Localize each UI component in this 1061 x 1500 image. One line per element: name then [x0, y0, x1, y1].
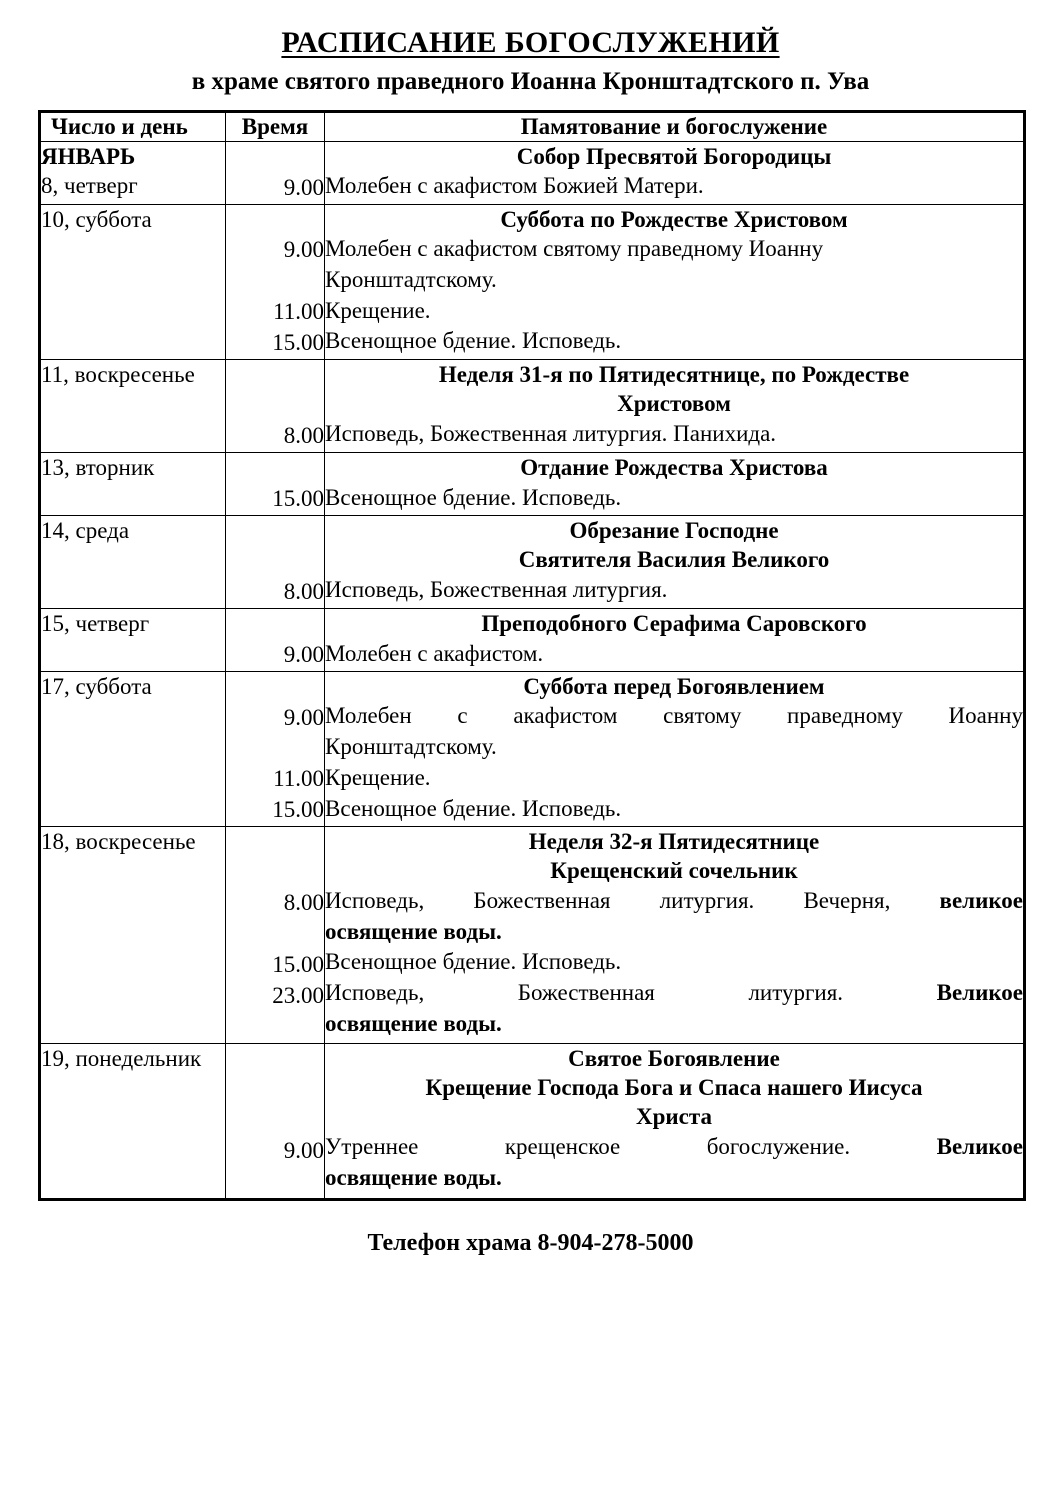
- table-body: [40, 141, 1025, 1199]
- cell-day: [40, 826, 226, 1043]
- table-row: [40, 359, 1025, 452]
- service-line-emphasis: освящение воды.: [325, 918, 502, 944]
- time-value: 9.00: [283, 641, 324, 667]
- cell-description: [325, 826, 1025, 1043]
- service-line: Всенощное бдение. Исповедь.: [325, 484, 622, 510]
- service-line: Молебен с акафистом святому праведному Иоанну: [325, 703, 1023, 729]
- cell-day: [40, 1043, 226, 1199]
- time-value: 15.00: [272, 329, 324, 355]
- time-value: 8.00: [283, 579, 324, 605]
- commemoration-heading: Христа: [636, 1104, 712, 1130]
- service-line: Всенощное бдение. Исповедь.: [325, 795, 622, 821]
- cell-day: [40, 359, 226, 452]
- cell-day: [40, 204, 226, 359]
- commemoration-heading: Святителя Василия Великого: [518, 547, 830, 573]
- cell-time: [226, 453, 325, 516]
- page-title-text: РАСПИСАНИЕ БОГОСЛУЖЕНИЙ: [281, 26, 780, 59]
- cell-description: [325, 359, 1025, 452]
- table-row: [40, 609, 1025, 672]
- day-label: 15, четверг: [41, 611, 150, 637]
- service-line: Всенощное бдение. Исповедь.: [325, 328, 622, 354]
- table-header-row: [40, 112, 1025, 142]
- cell-description: [325, 609, 1025, 672]
- service-line-emphasis: освящение воды.: [325, 1010, 502, 1036]
- day-label: 14, среда: [41, 517, 130, 543]
- time-value: 8.00: [283, 890, 324, 916]
- commemoration-heading: Неделя 31-я по Пятидесятнице, по Рождестве: [438, 361, 910, 387]
- day-label: 11, воскресенье: [41, 361, 195, 387]
- commemoration-heading: Крещение Господа Бога и Спаса нашего Иисуса: [425, 1074, 923, 1100]
- table-row: [40, 453, 1025, 516]
- commemoration-heading: Обрезание Господне: [569, 517, 779, 543]
- day-label: 18, воскресенье: [41, 828, 196, 854]
- table-row: [40, 204, 1025, 359]
- service-line: Молебен с акафистом святому праведному Иоанну: [325, 236, 824, 261]
- service-line: Молебен с акафистом.: [325, 640, 544, 666]
- commemoration-heading: Святое Богоявление: [568, 1045, 780, 1071]
- page-title: [0, 0, 1061, 60]
- service-line-emphasis: великое: [939, 887, 1023, 913]
- day-label: 17, суббота: [41, 673, 152, 699]
- service-line: Исповедь, Божественная литургия. Панихида.: [325, 420, 777, 446]
- service-line-emphasis: Великое: [936, 980, 1023, 1006]
- cell-day: [40, 141, 226, 204]
- service-line: Молебен с акафистом Божией Матери.: [325, 173, 704, 199]
- service-line: Крещение.: [325, 764, 431, 790]
- day-label: 13, вторник: [41, 455, 155, 481]
- commemoration-heading: Неделя 32-я Пятидесятнице: [528, 828, 820, 854]
- commemoration-heading: Суббота перед Богоявлением: [523, 673, 825, 699]
- cell-day: [40, 453, 226, 516]
- time-value: 8.00: [283, 423, 324, 449]
- table-row: [40, 826, 1025, 1043]
- commemoration-heading: Крещенский сочельник: [550, 858, 798, 884]
- cell-description: [325, 453, 1025, 516]
- footer-phone: Телефон храма 8-904-278-5000: [367, 1229, 694, 1256]
- time-value: 11.00: [273, 766, 324, 792]
- cell-description: [325, 515, 1025, 608]
- cell-time: [226, 609, 325, 672]
- service-line: [325, 1009, 1023, 1040]
- service-line: Исповедь, Божественная литургия. Великое: [325, 980, 1023, 1006]
- page-subtitle: в храме святого праведного Иоанна Кронштадтского п. Ува: [191, 67, 870, 95]
- cell-description: [325, 204, 1025, 359]
- cell-time: [226, 141, 325, 204]
- service-line: Кронштадтскому.: [325, 266, 497, 292]
- cell-day: [40, 671, 226, 826]
- table-header: [40, 112, 1025, 142]
- time-value: 9.00: [283, 704, 324, 730]
- cell-description: [325, 671, 1025, 826]
- commemoration-heading: Суббота по Рождестве Христовом: [500, 206, 848, 232]
- commemoration-heading: Христовом: [617, 391, 731, 417]
- table-row: [40, 1043, 1025, 1199]
- day-label: 8, четверг: [41, 173, 138, 199]
- time-value: 9.00: [283, 237, 324, 263]
- day-label: 10, суббота: [41, 206, 152, 232]
- cell-time: [226, 671, 325, 826]
- table-row: [40, 671, 1025, 826]
- time-value: 23.00: [272, 982, 324, 1008]
- service-line-emphasis: освящение воды.: [325, 1164, 502, 1190]
- service-line: [325, 917, 1023, 948]
- column-header-description: Памятование и богослужение: [325, 112, 1025, 142]
- cell-time: [226, 515, 325, 608]
- time-value: 15.00: [272, 797, 324, 822]
- month-label: ЯНВАРЬ: [41, 143, 136, 169]
- service-line-emphasis: Великое: [936, 1133, 1023, 1159]
- column-header-time: Время: [226, 112, 325, 142]
- service-line: Исповедь, Божественная литургия. Вечерня, великое: [325, 887, 1023, 913]
- service-schedule-table: [38, 110, 1026, 1200]
- commemoration-heading: Преподобного Серафима Саровского: [481, 611, 867, 637]
- cell-time: [226, 204, 325, 359]
- service-line: Крещение.: [325, 297, 431, 323]
- day-label: 19, понедельник: [41, 1045, 202, 1071]
- commemoration-heading: Собор Пресвятой Богородицы: [516, 143, 832, 169]
- table-row: [40, 515, 1025, 608]
- cell-day: [40, 609, 226, 672]
- service-line: [325, 1163, 1023, 1194]
- table-row: [40, 141, 1025, 204]
- time-value: 15.00: [272, 952, 324, 978]
- cell-time: [226, 826, 325, 1043]
- cell-time: [226, 359, 325, 452]
- cell-time: [226, 1043, 325, 1199]
- cell-description: [325, 141, 1025, 204]
- commemoration-heading: Отдание Рождества Христова: [520, 455, 828, 481]
- time-value: 15.00: [272, 485, 324, 511]
- time-value: 11.00: [273, 299, 324, 324]
- service-line: Кронштадтскому.: [325, 734, 497, 759]
- service-line: Исповедь, Божественная литургия.: [325, 576, 668, 602]
- time-value: 9.00: [283, 174, 324, 200]
- service-line: Всенощное бдение. Исповедь.: [325, 949, 622, 975]
- schedule-table-wrapper: [0, 110, 1061, 1200]
- cell-description: [325, 1043, 1025, 1199]
- column-header-day: Число и день: [40, 112, 226, 142]
- service-line: Утреннее крещенское богослужение. Великое: [325, 1133, 1023, 1159]
- cell-day: [40, 515, 226, 608]
- time-value: 9.00: [283, 1137, 324, 1163]
